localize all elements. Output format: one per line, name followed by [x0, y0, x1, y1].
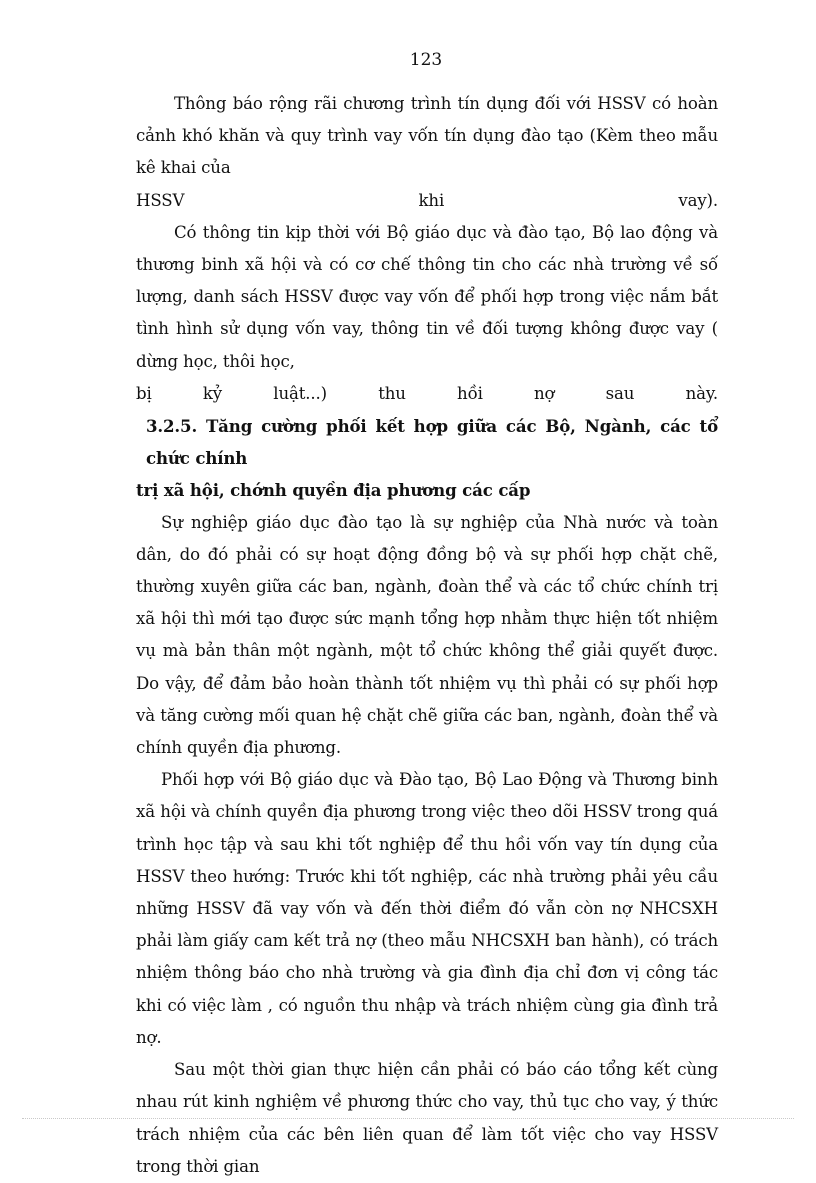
paragraph-1: [136, 88, 718, 185]
paragraph-1-text: Thông báo rộng rãi chương trình tín dụng đối với HSSV có hoàn cảnh khó khăn và quy trình vay vốn tín dụng đào tạo (Kèm theo mẫu kê khai của: [136, 94, 718, 178]
section-heading-line-2: trị xã hội, chớnh quyền địa phương các cấp: [136, 480, 531, 501]
body-text: [136, 88, 718, 1183]
paragraph-2: Có thông tin kịp thời với Bộ giáo dục và đào tạo, Bộ lao động và thương binh xã hội và có cơ chế thông tin cho các nhà trường về số lượng, danh sách HSSV được vay vốn để phối hợp trong việc nắm bắt tình hình sử dụng vốn vay, thông tin về đối tượng không được vay ( dừng học, thôi học,: [136, 222, 718, 371]
paragraph-2-last-line: bị kỷ luật...) thu hồi nợ sau này.: [136, 383, 718, 403]
paragraph-4: Phối hợp với Bộ giáo dục và Đào tạo, Bộ Lao Động và Thương binh xã hội và chính quyền địa phương trong việc theo dõi HSSV trong quá trình học tập và sau khi tốt nghiệp để thu hồi vốn vay tín dụng của HSSV theo hướng: Trước khi tốt nghiệp, các nhà trường phải yêu cầu những HSSV đã vay vốn và đến thời điểm đó vẫn còn nợ NHCSXH phải làm giấy cam kết trả nợ (theo mẫu NHCSXH ban hành), có trách nhiệm thông báo cho nhà trường và gia đình địa chỉ đơn vị công tác khi có việc làm , có nguồn thu nhập và trách nhiệm cùng gia đình trả nợ.: [136, 770, 718, 1047]
page-bottom-rule: [22, 1118, 794, 1119]
paragraph-1-last-line: HSSV khi vay).: [136, 190, 718, 210]
section-heading-line-1: 3.2.5. Tăng cường phối kết hợp giữa các Bộ, Ngành, các tổ chức chính: [146, 416, 718, 469]
paragraph-5: Sau một thời gian thực hiện cần phải có báo cáo tổng kết cùng nhau rút kinh nghiệm về phương thức cho vay, thủ tục cho vay, ý thức trách nhiệm của các bên liên quan để làm tốt việc cho vay HSSV trong thời gian: [136, 1060, 718, 1176]
page-number: 123: [409, 50, 443, 70]
paragraph-3: Sự nghiệp giáo dục đào tạo là sự nghiệp của Nhà nước và toàn dân, do đó phải có sự hoạt động đồng bộ và sự phối hợp chặt chẽ, thường xuyên giữa các ban, ngành, đoàn thể và các tổ chức chính trị xã hội thì mới tạo được sức mạnh tổng hợp nhằm thực hiện tốt nhiệm vụ mà bản thân một ngành, một tổ chức không thể giải quyết được. Do vậy, để đảm bảo hoàn thành tốt nhiệm vụ thì phải có sự phối hợp và tăng cường mối quan hệ chặt chẽ giữa các ban, ngành, đoàn thể và chính quyền địa phương.: [136, 512, 718, 758]
section-heading: [136, 410, 718, 507]
